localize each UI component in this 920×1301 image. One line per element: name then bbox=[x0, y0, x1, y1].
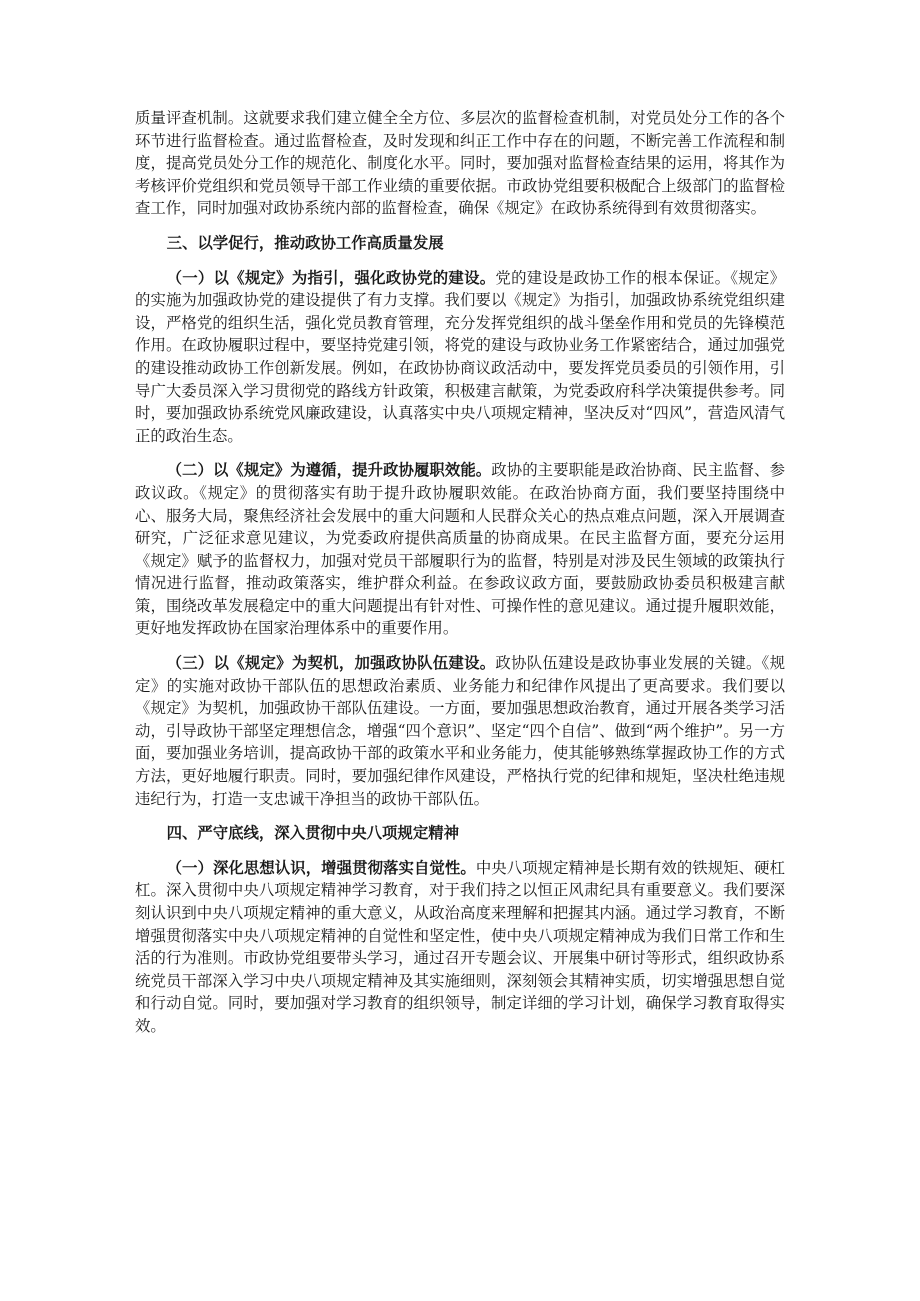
paragraph-lead: （三）以《规定》为契机，加强政协队伍建设。 bbox=[166, 654, 496, 673]
paragraph-3-3 bbox=[135, 652, 785, 810]
paragraph-text: 党的建设是政协工作的根本保证。《规定》的实施为加强政协党的建设提供了有力支撑。我们要以《规定》为指引，加强政协系统党组织建设，严格党的组织生活，强化党员教育管理，充分发挥党组织的战斗堡垒作用和党员的先锋模范作用。在政协履职过程中，要坚持党建引领，将党的建设与政协业务工作紧密结合，通过加强党的建设推动政协工作创新发展。例如，在政协协商议政活动中，要发挥党员委员的引领作用，引导广大委员深入学习贯彻党的路线方针政策，积极建言献策，为党委政府科学决策提供参考。同时，要加强政协系统党风廉政建设，认真落实中央八项规定精神，坚决反对“四风”，营造风清气正的政治生态。 bbox=[135, 268, 785, 445]
paragraph-text: 中央八项规定精神是长期有效的铁规矩、硬杠杠。深入贯彻中央八项规定精神学习教育，对于我们持之以恒正风肃纪具有重要意义。我们要深刻认识到中央八项规定精神的重大意义，从政治高度来理解和把握其内涵。通过学习教育，不断增强贯彻落实中央八项规定精神的自觉性和坚定性，使中央八项规定精神成为我们日常工作和生活的行为准则。市政协党组要带头学习，通过召开专题会议、开展集中研讨等形式，组织政协系统党员干部深入学习中央八项规定精神及其实施细则，深刻领会其精神实质，切实增强思想自觉和行动自觉。同时，要加强对学习教育的组织领导，制定详细的学习计划，确保学习教育取得实效。 bbox=[135, 858, 785, 1035]
section-heading-3: 三、以学促行，推动政协工作高质量发展 bbox=[166, 233, 444, 252]
document-page bbox=[135, 107, 785, 1050]
paragraph-3-1 bbox=[135, 267, 785, 448]
paragraph-continuation bbox=[135, 107, 785, 220]
paragraph-lead: （一）以《规定》为指引，强化政协党的建设。 bbox=[166, 268, 496, 287]
paragraph-lead: （二）以《规定》为遵循，提升政协履职效能。 bbox=[166, 461, 492, 480]
paragraph-lead: （一）深化思想认识，增强贯彻落实自觉性。 bbox=[166, 858, 476, 877]
paragraph-text: 质量评查机制。这就要求我们建立健全全方位、多层次的监督检查机制，对党员处分工作的各个环节进行监督检查。通过监督检查，及时发现和纠正工作中存在的问题，不断完善工作流程和制度，提高党员处分工作的规范化、制度化水平。同时，要加强对监督检查结果的运用，将其作为考核评价党组织和党员领导干部工作业绩的重要依据。市政协党组要积极配合上级部门的监督检查工作，同时加强对政协系统内部的监督检查，确保《规定》在政协系统得到有效贯彻落实。 bbox=[135, 109, 785, 218]
paragraph-text: 政协的主要职能是政治协商、民主监督、参政议政。《规定》的贯彻落实有助于提升政协履职效能。在政治协商方面，我们要坚持围绕中心、服务大局，聚焦经济社会发展中的重大问题和人民群众关心的热点难点问题，深入开展调查研究，广泛征求意见建议，为党委政府提供高质量的协商成果。在民主监督方面，要充分运用《规定》赋予的监督权力，加强对党员干部履职行为的监督，特别是对涉及民生领域的政策执行情况进行监督，推动政策落实，维护群众利益。在参政议政方面，要鼓励政协委员积极建言献策，围绕改革发展稳定中的重大问题提出有针对性、可操作性的意见建议。通过提升履职效能，更好地发挥政协在国家治理体系中的重要作用。 bbox=[135, 461, 785, 638]
paragraph-text: 政协队伍建设是政协事业发展的关键。《规定》的实施对政协干部队伍的思想政治素质、业务能力和纪律作风提出了更高要求。我们要以《规定》为契机，加强政协干部队伍建设。一方面，要加强思想政治教育，通过开展各类学习活动，引导政协干部坚定理想信念，增强“四个意识”、坚定“四个自信”、做到“两个维护”。另一方面，要加强业务培训，提高政协干部的政策水平和业务能力，使其能够熟练掌握政协工作的方式方法，更好地履行职责。同时，要加强纪律作风建设，严格执行党的纪律和规矩，坚决杜绝违规违纪行为，打造一支忠诚干净担当的政协干部队伍。 bbox=[135, 654, 785, 808]
paragraph-4-1 bbox=[135, 857, 785, 1038]
section-heading-4: 四、严守底线，深入贯彻中央八项规定精神 bbox=[166, 824, 459, 843]
paragraph-3-2 bbox=[135, 459, 785, 640]
